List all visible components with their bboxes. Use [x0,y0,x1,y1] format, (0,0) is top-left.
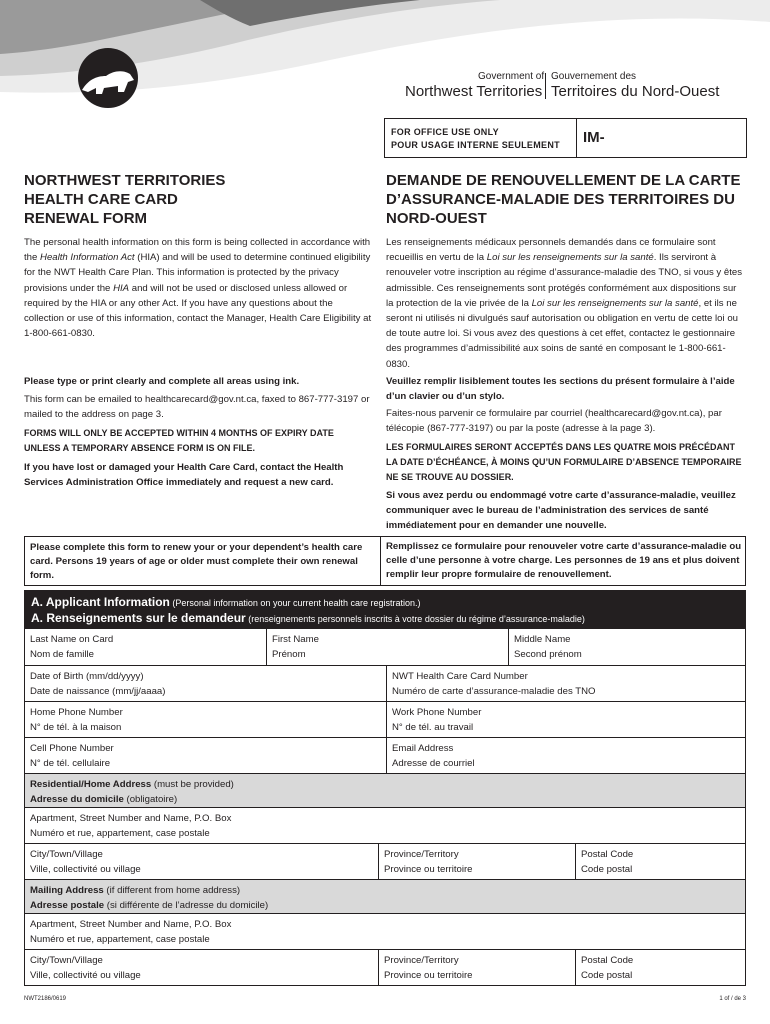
section-subtitle: (renseignements personnels inscrits à votre dossier du régime d’assurance-maladie) [245,614,585,624]
field-label-fr: N° de tél. au travail [392,722,474,733]
dob-card-row [25,665,745,701]
field-label-en: Apartment, Street Number and Name, P.O. Box [30,919,232,930]
office-label-en: FOR OFFICE USE ONLY [391,127,499,137]
notice-divider [380,537,381,585]
section-a-header [25,591,745,629]
field-label-fr: Nom de famille [30,649,94,660]
field-label-fr: Code postal [581,864,633,875]
government-fr [551,71,719,100]
mailing-street-field[interactable] [25,914,745,949]
intro-act-name: Loi sur les renseignements sur la santé [531,297,699,309]
field-label-fr: Prénom [272,649,306,660]
title-en-line: RENEWAL FORM [24,210,148,227]
field-label-fr: Numéro de carte d’assurance-maladie des TNO [392,686,596,697]
office-use-label [391,126,560,152]
health-card-number-field[interactable] [386,666,745,701]
intro-text: (HIA) and will be used to determine continued eligibility for the NWT Health Care Plan. This information is protected by the privacy provisions under the [24,252,371,294]
field-label-en: Postal Code [581,849,634,860]
title-en-line: HEALTH CARE CARD [24,191,178,208]
office-code-field[interactable]: IM- [583,129,605,146]
form-number: NWT2186/0619 [24,996,67,1002]
residential-address-header [25,773,745,807]
field-label-en: Cell Phone Number [30,743,114,754]
renewal-notice-box [24,536,746,586]
field-label-fr: Second prénom [514,649,582,660]
instruction-print-fr: Veuillez remplir lisiblement toutes les sections du présent formulaire à l’aide d’un clavier ou d’un stylo. [386,376,735,403]
mailing-city-row [25,949,745,985]
field-label-fr: Code postal [581,970,633,981]
title-fr-line: D’ASSURANCE-MALADIE DES TERRITOIRES DU [386,191,735,208]
field-label-en: First Name [272,634,319,645]
mailing-province-field[interactable] [378,950,575,985]
instruction-expiry-en: FORMS WILL ONLY BE ACCEPTED WITHIN 4 MONTHS OF EXPIRY DATE UNLESS A TEMPORARY ABSENCE FORM IS ON FILE. [24,428,334,454]
last-name-field[interactable] [25,629,266,665]
field-label-en: Date of Birth (mm/dd/yyyy) [30,671,144,682]
res-title-fr: Adresse du domicile [30,794,124,805]
gov-fr-big: Territoires du Nord-Ouest [551,83,720,100]
field-label-fr: Ville, collectivité ou village [30,970,141,981]
res-title-en-line [30,777,740,792]
page-number: 1 of / de 3 [719,996,746,1002]
field-label-en: Work Phone Number [392,707,482,718]
section-a-title-en [31,595,421,609]
residential-postal-code-field[interactable] [575,844,745,879]
applicant-information-section [24,590,746,986]
residential-city-row [25,843,745,879]
date-of-birth-field[interactable] [25,666,386,701]
field-label-fr: Date de naissance (mm/jj/aaaa) [30,686,166,697]
res-title-en: Residential/Home Address [30,779,152,790]
form-title-fr [386,171,756,228]
res-note-fr: (obligatoire) [123,794,178,805]
form-title-en [24,171,354,228]
section-a-title-fr [31,611,585,625]
mailing-address-label [25,880,745,913]
field-label-en: Email Address [392,743,454,754]
instruction-lost-en: If you have lost or damaged your Health Care Card, contact the Health Services Administration Office immediately and request a new card. [24,462,344,489]
instruction-lost-fr: Si vous avez perdu ou endommagé votre carte d’assurance-maladie, veuillez communiquer avec le bureau de l’administration des services de santé immédiatement pour en demander une nouvelle. [386,490,736,532]
email-field[interactable] [386,738,745,773]
home-phone-field[interactable] [25,702,386,737]
work-phone-field[interactable] [386,702,745,737]
residential-province-field[interactable] [378,844,575,879]
cell-email-row [25,737,745,773]
residential-address-label [25,774,745,807]
field-label-fr: N° de tél. à la maison [30,722,122,733]
intro-text: . Ils serviront à renouveler votre inscription au régime d’assurance-maladie des TNO, si vous y êtes admissible. Ces renseignements sont protégés conformément aux dispositions sur la protection de la vie privée de la [386,252,743,309]
field-label-en: Apartment, Street Number and Name, P.O. Box [30,813,232,824]
intro-text: Les renseignements médicaux personnels demandés dans ce formulaire sont recueillis en vertu de la [386,237,716,264]
mailing-street-row [25,913,745,949]
residential-street-row [25,807,745,843]
cell-phone-field[interactable] [25,738,386,773]
instruction-email-fr: Faites-nous parvenir ce formulaire par courriel (healthcarecard@gov.nt.ca), par télécopie (867-777-3197) ou par la poste (adresse à la page 3). [386,408,722,435]
intro-act-name: Health Information Act [40,252,135,264]
res-note-en: (must be provided) [151,779,234,790]
intro-text: The personal health information on this form is being collected in accordance with the [24,237,371,264]
nwt-bear-logo-icon [78,48,138,108]
field-label-fr: Ville, collectivité ou village [30,864,141,875]
mail-title-fr: Adresse postale [30,900,105,911]
res-title-fr-line [30,792,740,807]
field-label-en: Postal Code [581,955,634,966]
gov-en-small: Government of [478,71,545,82]
field-label-en: City/Town/Village [30,955,103,966]
gov-fr-small: Gouvernement des [551,71,637,82]
residential-street-field[interactable] [25,808,745,843]
office-divider [576,119,577,157]
phone-row [25,701,745,737]
mail-note-fr: (si différente de l’adresse du domicile) [104,900,269,911]
mailing-address-header [25,879,745,913]
privacy-notice-en [24,235,372,341]
field-label-fr: N° de tél. cellulaire [30,758,111,769]
mail-title-en: Mailing Address [30,885,104,896]
privacy-notice-fr [386,235,746,372]
mailing-postal-code-field[interactable] [575,950,745,985]
section-subtitle: (Personal information on your current health care registration.) [169,598,421,608]
government-en [405,71,545,100]
mail-title-en-line [30,883,740,898]
office-use-box [384,118,747,158]
section-title: A. Applicant Information [31,595,170,609]
mailing-city-field[interactable] [25,950,378,985]
field-label-en: Province/Territory [384,849,459,860]
field-label-fr: Adresse de courriel [392,758,475,769]
title-fr-line: NORD-OUEST [386,210,487,227]
field-label-en: City/Town/Village [30,849,103,860]
instruction-expiry-fr: LES FORMULAIRES SERONT ACCEPTÉS DANS LES QUATRE MOIS PRÉCÉDANT LA DATE D’ÉCHÉANCE, À MOINS QU’UN FORMULAIRE D’ABSENCE TEMPORAIRE NE SE TROUVE AU DOSSIER. [386,442,742,483]
residential-city-field[interactable] [25,844,378,879]
field-label-fr: Province ou territoire [384,970,473,981]
mail-note-en: (if different from home address) [103,885,241,896]
section-title: A. Renseignements sur le demandeur [31,611,246,625]
field-label-en: Province/Territory [384,955,459,966]
instruction-email-en: This form can be emailed to healthcarecard@gov.nt.ca, faxed to 867-777-3197 or mailed to the address on page 3. [24,394,370,421]
field-label-en: Middle Name [514,634,571,645]
title-en-line: NORTHWEST TERRITORIES [24,172,226,189]
intro-hia: HIA [113,282,130,294]
instruction-print-en: Please type or print clearly and complete all areas using ink. [24,376,300,387]
gov-en-big: Northwest Territories [405,83,543,100]
renewal-notice-en: Please complete this form to renew your or your dependent’s health care card. Persons 19 years of age or older must complete their own renewal form. [30,542,363,581]
title-fr-line: DEMANDE DE RENOUVELLEMENT DE LA CARTE [386,172,741,189]
middle-name-field[interactable] [508,629,745,665]
office-label-fr: POUR USAGE INTERNE SEULEMENT [391,140,560,150]
name-row [25,629,745,665]
renewal-notice-fr: Remplissez ce formulaire pour renouveler votre carte d’assurance-maladie ou celle d’une personne à votre charge. Les personnes de 19 ans et plus doivent remplir leur propre formulaire de renouvellement. [386,541,742,580]
gov-divider [545,73,546,99]
field-label-fr: Numéro et rue, appartement, case postale [30,934,210,945]
intro-act-name: Loi sur les renseignements sur la santé [486,252,654,264]
field-label-fr: Numéro et rue, appartement, case postale [30,828,210,839]
first-name-field[interactable] [266,629,508,665]
field-label-en: Last Name on Card [30,634,114,645]
field-label-en: NWT Health Care Card Number [392,671,528,682]
field-label-fr: Province ou territoire [384,864,473,875]
field-label-en: Home Phone Number [30,707,123,718]
intro-text: and will not be used or disclosed unless allowed or required by the HIA or any other Act. If you have any questions about the collection or use of this information, contact the Manager, Health Care Eligibility at 1-800-661-0830. [24,282,372,340]
mail-title-fr-line [30,898,740,913]
intro-text: , et ils ne seront ni utilisés ni divulgués sauf autorisation ou obligation en vertu de cette loi ou de toute autre loi. Si vous avez des questions à cet effet, contactez le gestionnaire des programmes d’admissibilité aux soins de santé en composant le 1-800-661-0830. [386,297,738,370]
